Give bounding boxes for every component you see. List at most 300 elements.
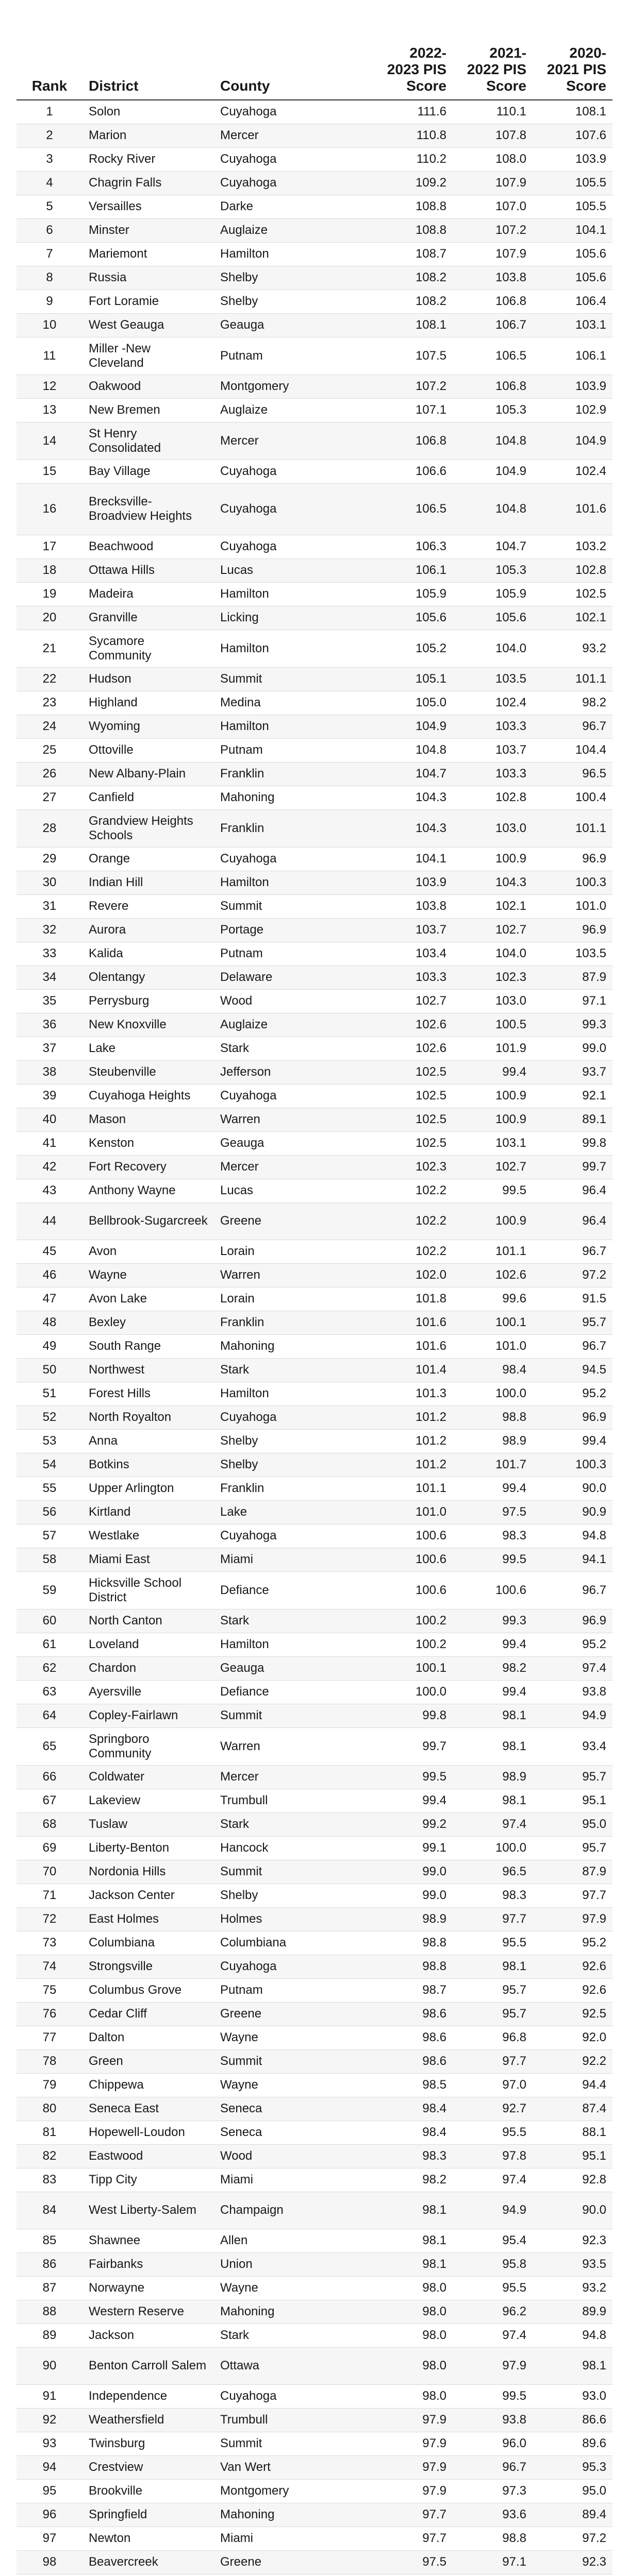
cell-score-2020-2021: 95.0 xyxy=(533,2479,613,2503)
cell-county: Hamilton xyxy=(214,242,373,266)
cell-county: Jefferson xyxy=(214,1060,373,1084)
cell-rank: 38 xyxy=(16,1060,82,1084)
cell-score-2022-2023: 101.4 xyxy=(373,1358,453,1382)
cell-district: Coldwater xyxy=(82,1765,214,1789)
cell-county: Shelby xyxy=(214,290,373,313)
header-score-2020-2021[interactable]: 2020-2021 PIS Score xyxy=(533,14,613,100)
cell-score-2021-2022: 99.5 xyxy=(453,2384,533,2408)
cell-score-2021-2022: 106.5 xyxy=(453,337,533,375)
cell-score-2020-2021: 96.9 xyxy=(533,847,613,871)
table-row xyxy=(16,147,613,171)
table-row xyxy=(16,1179,613,1202)
cell-score-2022-2023: 99.5 xyxy=(373,1765,453,1789)
cell-score-2022-2023: 103.3 xyxy=(373,965,453,989)
table-row xyxy=(16,847,613,871)
cell-score-2020-2021: 92.3 xyxy=(533,2229,613,2252)
cell-county: Cuyahoga xyxy=(214,535,373,558)
table-row xyxy=(16,375,613,398)
cell-score-2022-2023: 106.8 xyxy=(373,422,453,460)
table-row xyxy=(16,2527,613,2550)
cell-score-2020-2021: 99.0 xyxy=(533,1037,613,1060)
cell-district: Mason xyxy=(82,1108,214,1131)
cell-district: Springboro Community xyxy=(82,1727,214,1765)
cell-score-2021-2022: 98.3 xyxy=(453,1884,533,1907)
table-row xyxy=(16,1429,613,1453)
cell-score-2021-2022: 103.7 xyxy=(453,738,533,762)
cell-rank: 79 xyxy=(16,2073,82,2097)
header-score-2022-2023[interactable]: 2022-2023 PIS Score xyxy=(373,14,453,100)
cell-rank: 35 xyxy=(16,989,82,1013)
cell-score-2021-2022 xyxy=(453,2574,533,2576)
cell-district: Oakwood xyxy=(82,375,214,398)
cell-district: Brecksville-Broadview Heights xyxy=(82,483,214,535)
cell-county xyxy=(214,2574,373,2576)
table-row xyxy=(16,2192,613,2229)
cell-rank: 67 xyxy=(16,1789,82,1812)
cell-score-2021-2022: 104.9 xyxy=(453,460,533,483)
cell-rank: 4 xyxy=(16,171,82,195)
table-row xyxy=(16,738,613,762)
cell-score-2021-2022: 104.8 xyxy=(453,483,533,535)
cell-score-2022-2023: 98.0 xyxy=(373,2276,453,2300)
cell-district: New Albany-Plain xyxy=(82,762,214,786)
cell-score-2021-2022: 103.8 xyxy=(453,266,533,290)
cell-score-2020-2021: 92.3 xyxy=(533,2550,613,2574)
cell-score-2020-2021: 105.5 xyxy=(533,171,613,195)
cell-score-2020-2021: 105.6 xyxy=(533,266,613,290)
cell-county: Hamilton xyxy=(214,1633,373,1656)
cell-rank: 30 xyxy=(16,871,82,894)
cell-county: Summit xyxy=(214,2049,373,2073)
cell-district: Liberty-Benton xyxy=(82,1836,214,1860)
cell-rank: 2 xyxy=(16,124,82,147)
table-row xyxy=(16,2002,613,2026)
cell-county: Warren xyxy=(214,1727,373,1765)
cell-score-2021-2022: 106.8 xyxy=(453,290,533,313)
cell-score-2022-2023: 110.2 xyxy=(373,147,453,171)
cell-county: Warren xyxy=(214,1108,373,1131)
table-row xyxy=(16,1789,613,1812)
table-row xyxy=(16,2300,613,2324)
cell-score-2020-2021: 101.0 xyxy=(533,894,613,918)
cell-rank: 1 xyxy=(16,100,82,124)
table-row xyxy=(16,2026,613,2049)
cell-county: Montgomery xyxy=(214,375,373,398)
table-row xyxy=(16,965,613,989)
cell-county: Cuyahoga xyxy=(214,483,373,535)
cell-score-2020-2021: 103.1 xyxy=(533,313,613,337)
cell-score-2020-2021: 96.9 xyxy=(533,918,613,942)
cell-score-2021-2022: 97.5 xyxy=(453,1500,533,1524)
cell-county: Auglaize xyxy=(214,1013,373,1037)
cell-score-2022-2023: 100.2 xyxy=(373,1609,453,1633)
cell-county: Trumbull xyxy=(214,2408,373,2432)
cell-score-2020-2021: 93.2 xyxy=(533,630,613,667)
cell-score-2020-2021: 97.1 xyxy=(533,989,613,1013)
cell-county: Hamilton xyxy=(214,1382,373,1405)
cell-district: Grandview Heights Schools xyxy=(82,809,214,847)
cell-score-2022-2023: 102.2 xyxy=(373,1202,453,1240)
cell-score-2020-2021: 95.2 xyxy=(533,1382,613,1405)
cell-score-2022-2023: 105.6 xyxy=(373,606,453,630)
cell-county: Geauga xyxy=(214,1131,373,1155)
cell-county: Cuyahoga xyxy=(214,2384,373,2408)
table-row xyxy=(16,1013,613,1037)
cell-score-2020-2021: 92.6 xyxy=(533,1955,613,1978)
cell-score-2022-2023: 105.9 xyxy=(373,582,453,606)
cell-score-2022-2023: 98.3 xyxy=(373,2144,453,2168)
cell-score-2021-2022: 108.0 xyxy=(453,147,533,171)
cell-score-2020-2021: 94.8 xyxy=(533,1524,613,1548)
cell-county: Summit xyxy=(214,1704,373,1727)
cell-rank: 83 xyxy=(16,2168,82,2192)
cell-score-2022-2023: 97.9 xyxy=(373,2479,453,2503)
cell-score-2022-2023: 102.0 xyxy=(373,1263,453,1287)
cell-score-2020-2021: 96.7 xyxy=(533,1334,613,1358)
cell-score-2022-2023: 100.6 xyxy=(373,1571,453,1609)
cell-rank: 78 xyxy=(16,2049,82,2073)
cell-score-2020-2021: 102.4 xyxy=(533,460,613,483)
cell-score-2020-2021: 86.6 xyxy=(533,2408,613,2432)
table-row xyxy=(16,1812,613,1836)
cell-score-2021-2022: 106.7 xyxy=(453,313,533,337)
cell-rank: 84 xyxy=(16,2192,82,2229)
cell-county: Defiance xyxy=(214,1680,373,1704)
cell-score-2022-2023: 98.4 xyxy=(373,2097,453,2121)
cell-county: Portage xyxy=(214,918,373,942)
cell-rank: 74 xyxy=(16,1955,82,1978)
cell-district: Avon Lake xyxy=(82,1287,214,1311)
cell-score-2020-2021: 106.4 xyxy=(533,290,613,313)
table-row xyxy=(16,2144,613,2168)
cell-score-2022-2023: 101.6 xyxy=(373,1311,453,1334)
table-row xyxy=(16,630,613,667)
cell-score-2021-2022: 102.4 xyxy=(453,691,533,715)
cell-score-2021-2022: 96.7 xyxy=(453,2455,533,2479)
cell-score-2021-2022: 97.4 xyxy=(453,1812,533,1836)
cell-rank: 39 xyxy=(16,1084,82,1108)
cell-score-2021-2022: 100.9 xyxy=(453,1108,533,1131)
cell-rank: 26 xyxy=(16,762,82,786)
cell-score-2022-2023: 98.6 xyxy=(373,2002,453,2026)
table-row xyxy=(16,942,613,965)
cell-district: Olentangy xyxy=(82,965,214,989)
table-row xyxy=(16,1680,613,1704)
cell-rank: 46 xyxy=(16,1263,82,1287)
cell-score-2020-2021: 93.2 xyxy=(533,2276,613,2300)
cell-score-2022-2023: 109.2 xyxy=(373,171,453,195)
table-row xyxy=(16,266,613,290)
cell-county: Lorain xyxy=(214,1240,373,1263)
cell-district: Chardon xyxy=(82,1656,214,1680)
cell-score-2020-2021: 93.4 xyxy=(533,1727,613,1765)
cell-score-2021-2022: 97.4 xyxy=(453,2324,533,2347)
cell-score-2022-2023: 98.4 xyxy=(373,2121,453,2144)
cell-score-2021-2022: 99.4 xyxy=(453,1680,533,1704)
cell-rank: 85 xyxy=(16,2229,82,2252)
cell-rank: 33 xyxy=(16,942,82,965)
cell-county: Franklin xyxy=(214,1311,373,1334)
table-row xyxy=(16,582,613,606)
cell-rank: 80 xyxy=(16,2097,82,2121)
cell-score-2022-2023: 102.2 xyxy=(373,1240,453,1263)
table-row xyxy=(16,1884,613,1907)
cell-rank: 68 xyxy=(16,1812,82,1836)
cell-score-2021-2022: 97.9 xyxy=(453,2347,533,2384)
cell-district: South Range xyxy=(82,1334,214,1358)
table-row xyxy=(16,1704,613,1727)
cell-rank: 32 xyxy=(16,918,82,942)
cell-county: Lorain xyxy=(214,1287,373,1311)
cell-score-2021-2022: 95.7 xyxy=(453,1978,533,2002)
cell-district: Miller -New Cleveland xyxy=(82,337,214,375)
cell-score-2021-2022: 97.8 xyxy=(453,2144,533,2168)
cell-district: Brookville xyxy=(82,2479,214,2503)
cell-county: Shelby xyxy=(214,266,373,290)
cell-rank: 60 xyxy=(16,1609,82,1633)
table-row xyxy=(16,809,613,847)
table-row xyxy=(16,483,613,535)
table-row xyxy=(16,535,613,558)
cell-score-2022-2023: 108.2 xyxy=(373,266,453,290)
cell-score-2022-2023: 102.2 xyxy=(373,1179,453,1202)
cell-county: Summit xyxy=(214,894,373,918)
cell-score-2022-2023: 98.1 xyxy=(373,2252,453,2276)
cell-rank: 40 xyxy=(16,1108,82,1131)
cell-score-2022-2023: 105.0 xyxy=(373,691,453,715)
cell-score-2021-2022: 95.5 xyxy=(453,1931,533,1955)
cell-score-2020-2021: 98.2 xyxy=(533,691,613,715)
cell-score-2022-2023: 99.8 xyxy=(373,1704,453,1727)
cell-district: Independence xyxy=(82,2384,214,2408)
cell-rank: 54 xyxy=(16,1453,82,1477)
cell-score-2021-2022: 97.1 xyxy=(453,2550,533,2574)
cell-score-2020-2021: 94.8 xyxy=(533,2324,613,2347)
cell-score-2021-2022: 103.0 xyxy=(453,809,533,847)
cell-score-2021-2022: 95.5 xyxy=(453,2121,533,2144)
cell-score-2020-2021: 104.9 xyxy=(533,422,613,460)
cell-score-2022-2023: 101.0 xyxy=(373,1500,453,1524)
cell-district: Fort Loramie xyxy=(82,290,214,313)
cell-score-2021-2022: 92.7 xyxy=(453,2097,533,2121)
cell-score-2021-2022: 95.8 xyxy=(453,2252,533,2276)
header-district[interactable]: District xyxy=(82,14,214,100)
cell-county: Greene xyxy=(214,1202,373,1240)
cell-district: Forest Hills xyxy=(82,1382,214,1405)
cell-score-2021-2022: 99.5 xyxy=(453,1179,533,1202)
cell-score-2020-2021: 102.1 xyxy=(533,606,613,630)
table-row xyxy=(16,606,613,630)
cell-score-2022-2023: 108.7 xyxy=(373,242,453,266)
cell-score-2022-2023: 98.2 xyxy=(373,2168,453,2192)
cell-district: Bexley xyxy=(82,1311,214,1334)
cell-score-2020-2021: 95.2 xyxy=(533,1931,613,1955)
cell-district: Chagrin Falls xyxy=(82,171,214,195)
table-body xyxy=(16,100,613,2576)
cell-score-2020-2021: 97.2 xyxy=(533,1263,613,1287)
cell-rank: 72 xyxy=(16,1907,82,1931)
cell-county: Trumbull xyxy=(214,1789,373,1812)
cell-score-2022-2023: 102.5 xyxy=(373,1084,453,1108)
table-row xyxy=(16,2455,613,2479)
cell-score-2022-2023: 104.7 xyxy=(373,762,453,786)
cell-score-2021-2022: 105.3 xyxy=(453,558,533,582)
cell-rank: 19 xyxy=(16,582,82,606)
cell-score-2021-2022: 107.8 xyxy=(453,124,533,147)
header-county[interactable]: County xyxy=(214,14,373,100)
cell-rank: 77 xyxy=(16,2026,82,2049)
table-row xyxy=(16,1860,613,1884)
cell-score-2022-2023: 102.6 xyxy=(373,1037,453,1060)
table-row xyxy=(16,100,613,124)
cell-score-2021-2022: 103.1 xyxy=(453,1131,533,1155)
cell-rank: 8 xyxy=(16,266,82,290)
cell-rank: 20 xyxy=(16,606,82,630)
table-row xyxy=(16,2073,613,2097)
cell-score-2022-2023: 97.7 xyxy=(373,2527,453,2550)
cell-score-2022-2023: 105.1 xyxy=(373,667,453,691)
cell-district: Loveland xyxy=(82,1633,214,1656)
cell-district: Copley-Fairlawn xyxy=(82,1704,214,1727)
cell-county: Lucas xyxy=(214,1179,373,1202)
cell-rank: 50 xyxy=(16,1358,82,1382)
cell-score-2022-2023: 103.7 xyxy=(373,918,453,942)
cell-score-2020-2021: 97.4 xyxy=(533,1656,613,1680)
cell-score-2022-2023: 101.2 xyxy=(373,1453,453,1477)
cell-district: Marion xyxy=(82,124,214,147)
cell-district: Tipp City xyxy=(82,2168,214,2192)
table-row xyxy=(16,2097,613,2121)
cell-score-2021-2022: 103.0 xyxy=(453,989,533,1013)
cell-district: New Knoxville xyxy=(82,1013,214,1037)
table-row xyxy=(16,337,613,375)
header-score-2021-2022[interactable]: 2021-2022 PIS Score xyxy=(453,14,533,100)
cell-county: Mercer xyxy=(214,422,373,460)
cell-district: Madeira xyxy=(82,582,214,606)
cell-score-2021-2022: 99.4 xyxy=(453,1477,533,1500)
cell-rank: 15 xyxy=(16,460,82,483)
cell-rank: 14 xyxy=(16,422,82,460)
header-rank[interactable]: Rank xyxy=(16,14,82,100)
table-row xyxy=(16,398,613,422)
cell-rank: 43 xyxy=(16,1179,82,1202)
cell-district: Ayersville xyxy=(82,1680,214,1704)
cell-score-2021-2022: 107.9 xyxy=(453,242,533,266)
cell-score-2022-2023: 98.5 xyxy=(373,2073,453,2097)
cell-district: Weathersfield xyxy=(82,2408,214,2432)
cell-rank: 13 xyxy=(16,398,82,422)
rankings-table xyxy=(16,14,613,2576)
cell-score-2020-2021: 100.3 xyxy=(533,871,613,894)
cell-rank: 17 xyxy=(16,535,82,558)
cell-score-2020-2021: 90.9 xyxy=(533,1500,613,1524)
cell-district: Tuslaw xyxy=(82,1812,214,1836)
cell-score-2022-2023: 97.5 xyxy=(373,2550,453,2574)
cell-rank: 96 xyxy=(16,2503,82,2527)
cell-district: Kirtland xyxy=(82,1500,214,1524)
table-row xyxy=(16,1108,613,1131)
cell-district: Highland xyxy=(82,691,214,715)
cell-rank: 21 xyxy=(16,630,82,667)
cell-county: Stark xyxy=(214,1358,373,1382)
cell-score-2022-2023: 111.6 xyxy=(373,100,453,124)
cell-county: Cuyahoga xyxy=(214,100,373,124)
table-row xyxy=(16,171,613,195)
cell-score-2022-2023: 104.1 xyxy=(373,847,453,871)
cell-score-2020-2021: 96.7 xyxy=(533,1240,613,1263)
cell-district: Jackson xyxy=(82,2324,214,2347)
cell-score-2020-2021: 103.9 xyxy=(533,375,613,398)
cell-county: Mercer xyxy=(214,1155,373,1179)
cell-score-2022-2023: 106.3 xyxy=(373,535,453,558)
cell-score-2021-2022: 102.7 xyxy=(453,1155,533,1179)
cell-district: Avon xyxy=(82,1240,214,1263)
table-row xyxy=(16,1240,613,1263)
cell-score-2021-2022: 97.3 xyxy=(453,2479,533,2503)
cell-district: Chippewa xyxy=(82,2073,214,2097)
cell-score-2022-2023: 107.2 xyxy=(373,375,453,398)
table-row xyxy=(16,1131,613,1155)
cell-score-2020-2021: 89.6 xyxy=(533,2432,613,2455)
cell-rank: 25 xyxy=(16,738,82,762)
table-row xyxy=(16,2168,613,2192)
cell-county: Licking xyxy=(214,606,373,630)
cell-rank: 12 xyxy=(16,375,82,398)
cell-rank: 56 xyxy=(16,1500,82,1524)
cell-score-2020-2021: 93.8 xyxy=(533,1680,613,1704)
cell-score-2022-2023: 98.0 xyxy=(373,2300,453,2324)
table-row xyxy=(16,918,613,942)
cell-score-2022-2023: 98.6 xyxy=(373,2049,453,2073)
cell-score-2021-2022: 98.1 xyxy=(453,1789,533,1812)
cell-score-2021-2022: 100.0 xyxy=(453,1836,533,1860)
cell-rank: 52 xyxy=(16,1405,82,1429)
cell-score-2021-2022: 96.8 xyxy=(453,2026,533,2049)
cell-score-2020-2021: 87.9 xyxy=(533,1860,613,1884)
cell-score-2021-2022: 100.9 xyxy=(453,1084,533,1108)
cell-score-2022-2023: 97.9 xyxy=(373,2408,453,2432)
cell-county: Wayne xyxy=(214,2276,373,2300)
cell-district: Bellbrook-Sugarcreek xyxy=(82,1202,214,1240)
cell-county: Wayne xyxy=(214,2073,373,2097)
cell-score-2020-2021: 96.7 xyxy=(533,1571,613,1609)
cell-district: Cedar Cliff xyxy=(82,2002,214,2026)
table-row xyxy=(16,2276,613,2300)
cell-score-2020-2021: 89.9 xyxy=(533,2300,613,2324)
cell-district: North Canton xyxy=(82,1609,214,1633)
cell-score-2022-2023: 99.1 xyxy=(373,1836,453,1860)
table-row xyxy=(16,422,613,460)
cell-score-2021-2022: 103.3 xyxy=(453,715,533,738)
cell-score-2021-2022: 100.9 xyxy=(453,847,533,871)
cell-score-2020-2021: 90.0 xyxy=(533,1477,613,1500)
cell-rank: 27 xyxy=(16,786,82,809)
table-row xyxy=(16,762,613,786)
cell-rank: 47 xyxy=(16,1287,82,1311)
cell-score-2021-2022: 96.5 xyxy=(453,1860,533,1884)
cell-district: Mariemont xyxy=(82,242,214,266)
cell-score-2022-2023: 98.8 xyxy=(373,1955,453,1978)
cell-rank: 29 xyxy=(16,847,82,871)
cell-score-2022-2023: 100.0 xyxy=(373,1680,453,1704)
cell-score-2021-2022: 99.3 xyxy=(453,1609,533,1633)
cell-score-2021-2022: 105.9 xyxy=(453,582,533,606)
cell-rank: 5 xyxy=(16,195,82,218)
cell-score-2021-2022: 98.4 xyxy=(453,1358,533,1382)
table-row xyxy=(16,2229,613,2252)
cell-score-2020-2021: 104.1 xyxy=(533,218,613,242)
table-row xyxy=(16,1836,613,1860)
